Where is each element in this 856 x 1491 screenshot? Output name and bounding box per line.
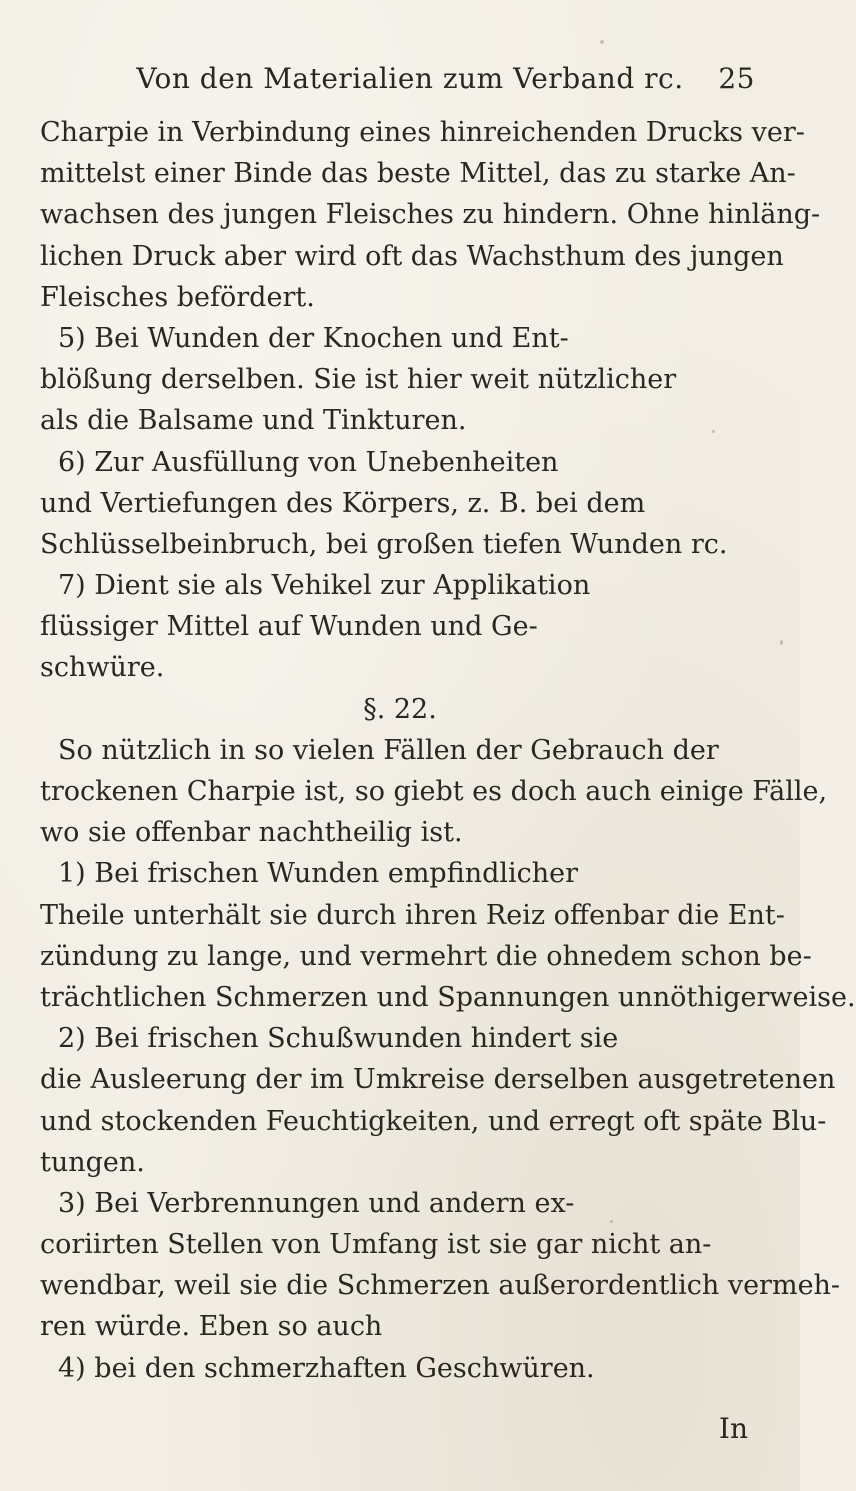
body-text	[40, 112, 856, 1389]
text-line: Charpie in Verbindung eines hinreichenden Drucks ver-	[40, 117, 805, 148]
running-head	[115, 62, 755, 98]
text-line: trächtlichen Schmerzen und Spannungen unnöthigerweise.	[40, 981, 856, 1013]
text-line: So nützlich in so vielen Fällen der Gebrauch der	[58, 734, 719, 766]
text-line: Schlüsselbeinbruch, bei großen tiefen Wunden rc.	[40, 528, 728, 560]
text-line: mittelst einer Binde das beste Mittel, das zu starke An-	[40, 158, 796, 190]
text-line: blößung derselben. Sie ist hier weit nützlicher	[40, 364, 677, 396]
text-line: und Vertiefungen des Körpers, z. B. bei dem	[40, 487, 646, 519]
text-line: §. 22.	[363, 693, 437, 725]
text-line: 7) Dient sie als Vehikel zur Applikation	[58, 570, 591, 602]
text-line: zündung zu lange, und vermehrt die ohnedem schon be-	[40, 940, 812, 972]
text-line: 2) Bei frischen Schußwunden hindert sie	[58, 1023, 619, 1055]
text-line: die Ausleerung der im Umkreise derselben ausgetretenen	[40, 1064, 836, 1096]
text-line: Fleisches befördert.	[40, 281, 315, 313]
text-line: und stockenden Feuchtigkeiten, und erregt oft späte Blu-	[40, 1105, 827, 1137]
text-line: trockenen Charpie ist, so giebt es doch auch einige Fälle,	[40, 776, 828, 807]
text-line: flüssiger Mittel auf Wunden und Ge-	[40, 611, 538, 643]
text-line: 5) Bei Wunden der Knochen und Ent-	[58, 322, 569, 354]
text-line: tungen.	[40, 1146, 145, 1178]
text-line: 4) bei den schmerzhaften Geschwüren.	[58, 1352, 595, 1384]
text-line: 3) Bei Verbrennungen und andern ex-	[58, 1187, 575, 1219]
text-line: wendbar, weil sie die Schmerzen außerordentlich vermeh-	[40, 1270, 841, 1302]
page-number: 25	[718, 62, 755, 95]
text-line: 1) Bei frischen Wunden empfindlicher	[58, 858, 579, 890]
text-line: ren würde. Eben so auch	[40, 1311, 383, 1343]
catchword: In	[718, 1412, 748, 1445]
text-line: lichen Druck aber wird oft das Wachsthum des jungen	[40, 240, 784, 272]
text-line: schwüre.	[40, 652, 165, 684]
text-line: 6) Zur Ausfüllung von Unebenheiten	[58, 446, 559, 478]
text-line: wo sie offenbar nachtheilig ist.	[40, 817, 463, 849]
text-line: coriirten Stellen von Umfang ist sie gar nicht an-	[40, 1229, 712, 1261]
text-line: als die Balsame und Tinkturen.	[40, 405, 467, 437]
text-line: Theile unterhält sie durch ihren Reiz offenbar die Ent-	[40, 899, 785, 931]
text-line: wachsen des jungen Fleisches zu hindern. Ohne hinläng-	[40, 199, 821, 231]
running-head-title: Von den Materialien zum Verband rc.	[136, 62, 684, 95]
